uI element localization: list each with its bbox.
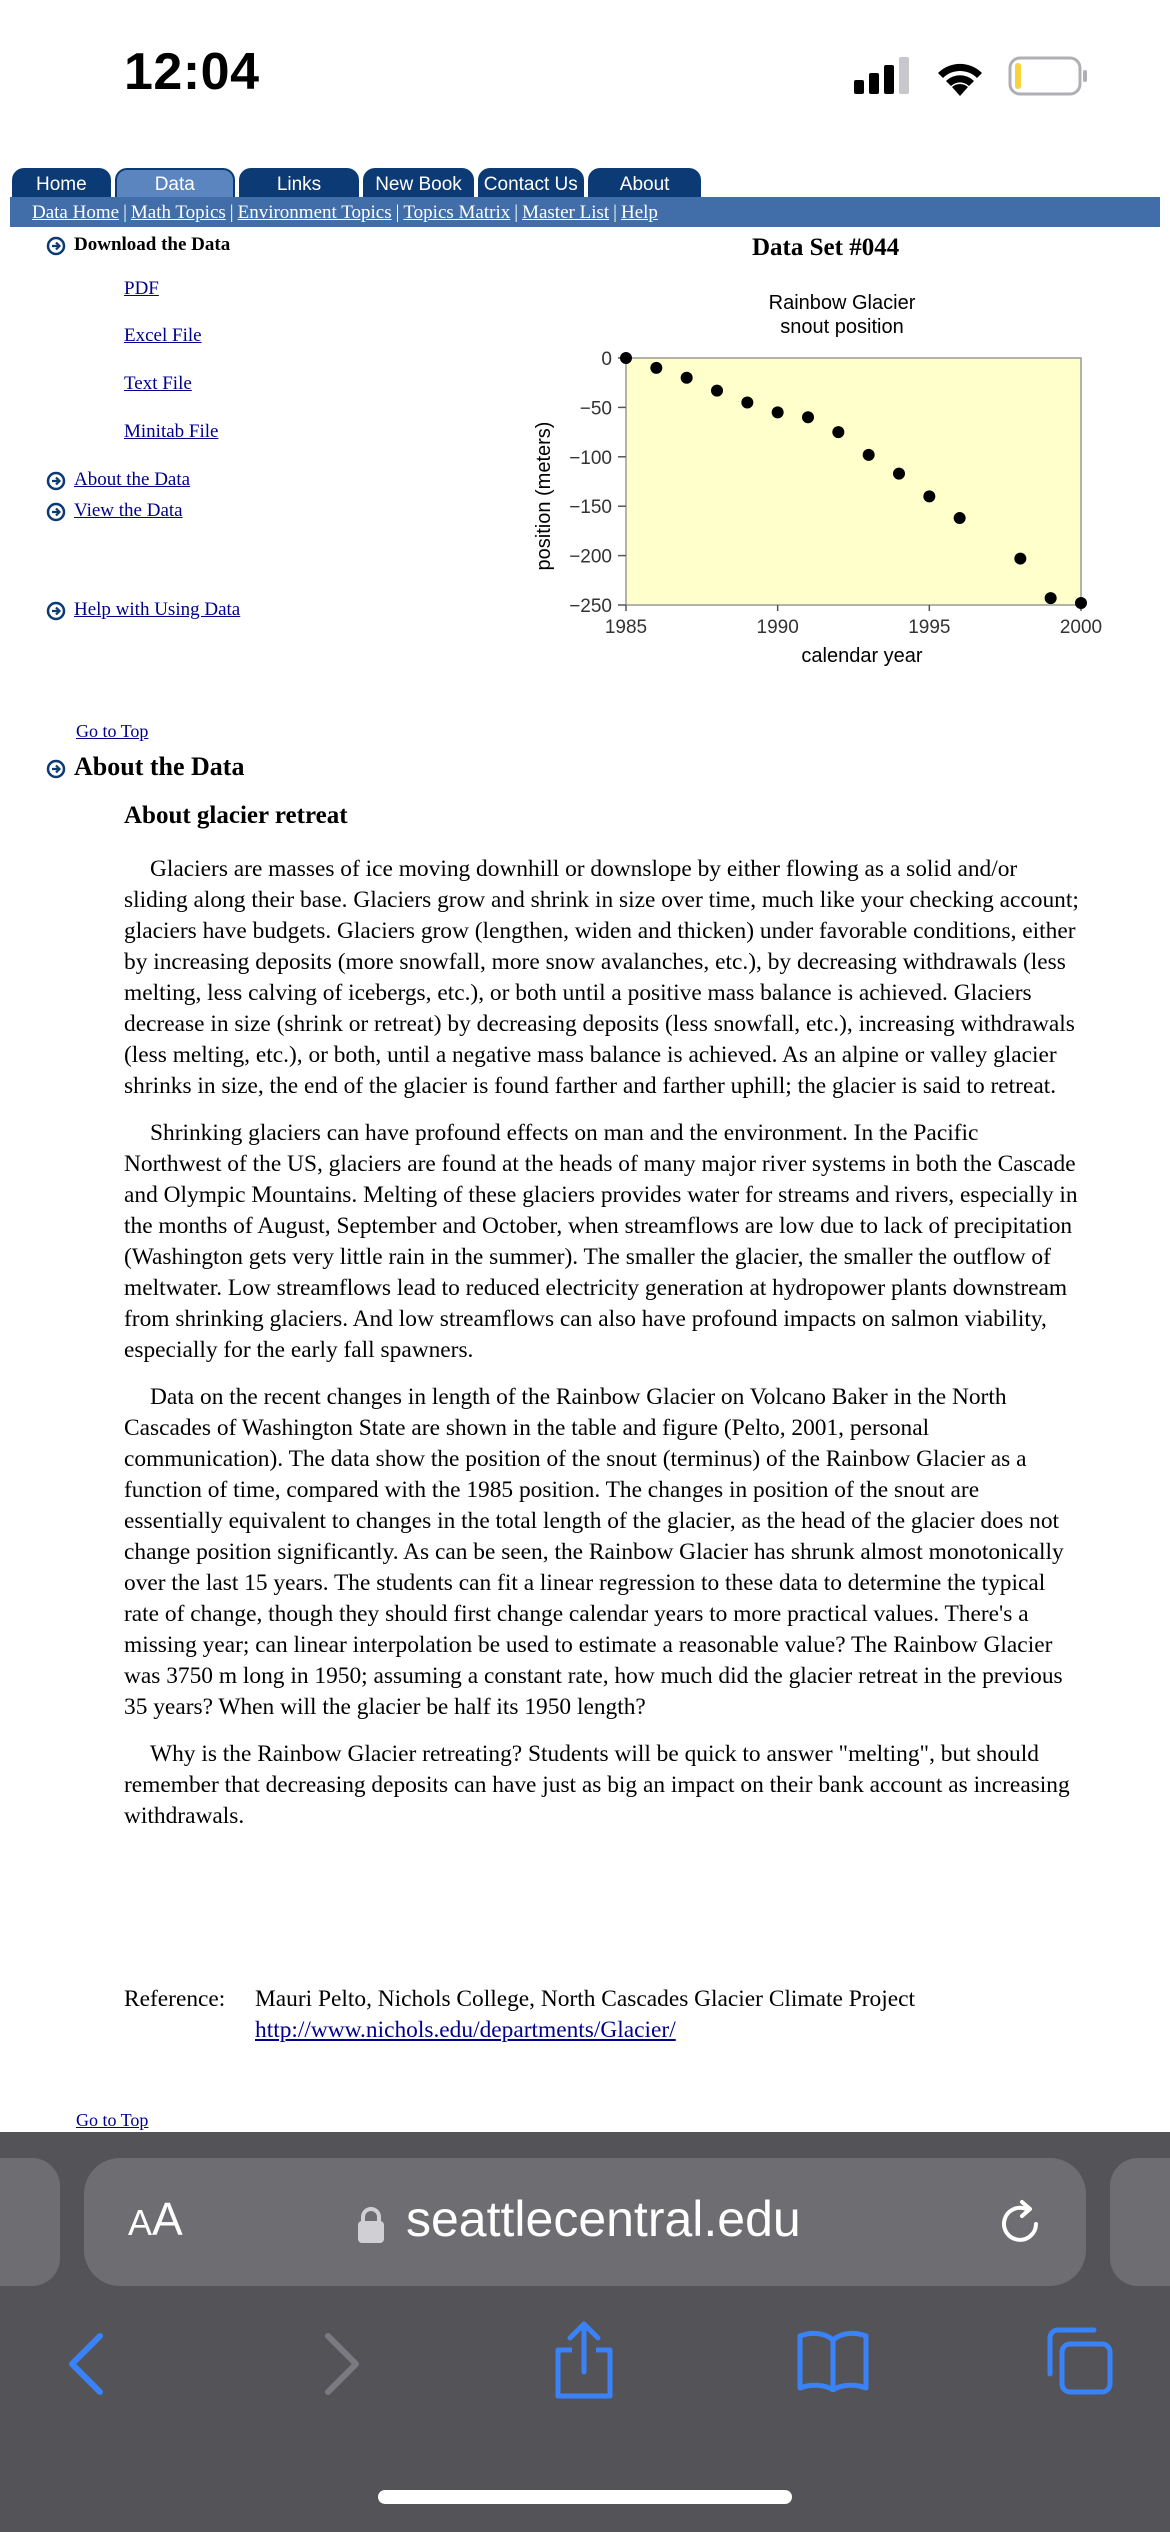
data-point	[923, 490, 935, 502]
view-data-link[interactable]: View the Data	[74, 500, 183, 521]
about-heading	[46, 752, 244, 782]
text-file-link[interactable]: Text File	[124, 373, 192, 394]
separator: |	[514, 202, 519, 223]
previous-tab-preview[interactable]	[0, 2158, 60, 2286]
reference-text: Mauri Pelto, Nichols College, North Cascades Glacier Climate Project	[255, 1986, 915, 2012]
help-data-item	[46, 599, 240, 621]
download-heading-label: Download the Data	[74, 234, 231, 255]
tab-data[interactable]: Data	[115, 168, 235, 200]
plot-area	[626, 358, 1081, 605]
y-tick-label: −100	[569, 447, 612, 469]
subnav-data-home[interactable]: Data Home	[32, 202, 120, 223]
chart-title-line-1: Rainbow Glacier	[768, 292, 916, 314]
tab-contact-us[interactable]: Contact Us	[478, 168, 584, 200]
arrow-circle-icon	[46, 236, 66, 256]
reference-url-link[interactable]: http://www.nichols.edu/departments/Glacier/	[255, 2017, 676, 2043]
tab-links[interactable]: Links	[239, 168, 359, 200]
data-point	[620, 352, 632, 364]
data-point	[893, 468, 905, 480]
excel-file-link[interactable]: Excel File	[124, 325, 202, 346]
url-domain: seattlecentral.edu	[406, 2191, 801, 2247]
tab-new-book[interactable]: New Book	[363, 168, 474, 200]
data-point	[1045, 592, 1057, 604]
data-point	[954, 512, 966, 524]
arrow-circle-icon	[46, 759, 66, 779]
cellular-signal-icon	[852, 56, 912, 94]
about-heading-label: About the Data	[74, 752, 245, 781]
subnav-topics-matrix[interactable]: Topics Matrix	[403, 202, 511, 223]
about-data-item	[46, 469, 190, 491]
subnav-math-topics[interactable]: Math Topics	[130, 202, 226, 223]
reload-icon[interactable]	[992, 2196, 1048, 2252]
chart-title-line-2: snout position	[780, 316, 904, 338]
separator: |	[395, 202, 400, 223]
dataset-title: Data Set #044	[752, 234, 900, 261]
next-tab-preview[interactable]	[1110, 2158, 1170, 2286]
y-tick-label: −150	[569, 497, 612, 519]
separator: |	[123, 202, 127, 223]
about-body	[124, 854, 1079, 1848]
x-ticks	[605, 605, 1102, 638]
data-point	[772, 406, 784, 418]
about-subheading: About glacier retreat	[124, 802, 348, 829]
separator: |	[613, 202, 617, 223]
reference-label: Reference:	[124, 1986, 226, 2012]
separator: |	[229, 202, 234, 223]
home-indicator	[378, 2490, 792, 2504]
arrow-circle-icon	[46, 502, 66, 522]
help-using-data-link[interactable]: Help with Using Data	[74, 599, 241, 620]
x-axis-label: calendar year	[801, 645, 923, 667]
data-point	[1075, 597, 1087, 609]
paragraph: Why is the Rainbow Glacier retreating? Students will be quick to answer "melting", but should remember that decreasing deposits can have just as big an impact on their bank account as increasing withdrawals.	[124, 1741, 1070, 1829]
subnav-master-list[interactable]: Master List	[522, 202, 610, 223]
paragraph: Glaciers are masses of ice moving downhill or downslope by either flowing as a solid and/or sliding along their base. Glaciers grow and shrink in size over time, much like your checking account; glaciers have budgets. Glaciers grow (lengthen, widen and thicken) under favorable conditions, either by increasing deposits (more snowfall, more snow avalanches, etc.), by decreasing withdrawals (less melting, less calving of icebergs, etc.), or both until a positive mass balance is achieved. Glaciers decrease in size (shrink or retreat) by decreasing deposits (less snowfall, etc.), increasing withdrawals (less melting, etc.), or both, until a negative mass balance is achieved. As an alpine or valley glacier shrinks in size, the end of the glacier is found farther and farther uphill; the glacier is said to retreat.	[124, 856, 1079, 1099]
data-point	[650, 362, 662, 374]
minitab-file-link[interactable]: Minitab File	[124, 421, 219, 442]
subnav-help[interactable]: Help	[620, 202, 658, 223]
tab-about[interactable]: About	[588, 168, 702, 200]
y-tick-label: −50	[579, 398, 612, 420]
paragraph: Shrinking glaciers can have profound effects on man and the environment. In the Pacific Northwest of the US, glaciers are found at the heads of many major river systems in both the Cascade and Olympic Mountains. Melting of these glaciers provides water for streams and rivers, especially in the months of August, September and October, when streamflows are low due to lack of precipitation (Washington gets very little rain in the summer). The smaller the glacier, the smaller the outflow of meltwater. Low streamflows lead to reduced electricity generation at hydropower plants downstream from shrinking glaciers. And low streamflows can also have profound impacts on salmon viability, especially for the early fall spawners.	[124, 1120, 1078, 1363]
data-point	[711, 385, 723, 397]
status-time: 12:04	[124, 43, 260, 101]
bookmarks-icon[interactable]	[796, 2330, 870, 2392]
glacier-chart	[528, 290, 1118, 680]
data-point	[1014, 553, 1026, 565]
share-icon[interactable]	[552, 2320, 616, 2400]
download-heading	[46, 234, 230, 256]
pdf-link[interactable]: PDF	[124, 278, 159, 299]
reference	[124, 1984, 915, 2046]
y-axis-label: position (meters)	[533, 421, 555, 571]
tab-home[interactable]: Home	[12, 168, 111, 200]
arrow-circle-icon	[46, 601, 66, 621]
y-tick-label: 0	[601, 349, 612, 370]
view-data-item	[46, 500, 183, 522]
arrow-circle-icon	[46, 471, 66, 491]
reader-options-button[interactable]: AA	[128, 2193, 183, 2245]
x-tick-label: 2000	[1059, 617, 1103, 638]
y-tick-label: −250	[569, 596, 612, 617]
data-point	[802, 411, 814, 423]
y-tick-label: −200	[569, 546, 612, 568]
main-nav-tabs	[12, 168, 701, 198]
lock-icon	[356, 2206, 386, 2244]
paragraph: Data on the recent changes in length of the Rainbow Glacier on Volcano Baker in the North Cascades of Washington State are shown in the table and figure (Pelto, 2001, personal communication). The data show the position of the snout (terminus) of the Rainbow Glacier as a function of time, compared with the 1985 position. The changes in position of the snout are essentially equivalent to changes in the total length of the glacier, as the head of the glacier does not change position significantly. As can be seen, the Rainbow Glacier has shrunk almost monotonically over the last 15 years. The students can fit a linear regression to these data to determine the typical rate of change, though they should first change calendar years to more practical values. There's a missing year; can linear interpolation be used to estimate a reasonable value? The Rainbow Glacier was 3750 m long in 1950; assuming a constant rate, how much did the glacier retreat in the previous 35 years? When will the glacier be half its 1950 length?	[124, 1384, 1064, 1720]
x-tick-label: 1995	[908, 617, 951, 638]
status-bar	[0, 0, 1170, 130]
data-point	[681, 372, 693, 384]
x-tick-label: 1990	[756, 617, 799, 638]
sub-navigation	[10, 197, 1160, 227]
forward-icon[interactable]	[322, 2332, 362, 2396]
y-ticks	[569, 349, 626, 617]
wifi-icon	[934, 54, 986, 98]
data-point	[863, 449, 875, 461]
battery-icon	[1008, 56, 1088, 96]
about-data-link[interactable]: About the Data	[74, 469, 191, 490]
data-point	[741, 396, 753, 408]
go-to-top-link-bottom[interactable]: Go to Top	[76, 2110, 149, 2130]
back-icon[interactable]	[66, 2332, 106, 2396]
tabs-icon[interactable]	[1044, 2326, 1114, 2396]
x-tick-label: 1985	[604, 617, 648, 638]
go-to-top-link[interactable]: Go to Top	[76, 721, 149, 741]
subnav-environment-topics[interactable]: Environment Topics	[237, 202, 392, 223]
data-point	[832, 426, 844, 438]
